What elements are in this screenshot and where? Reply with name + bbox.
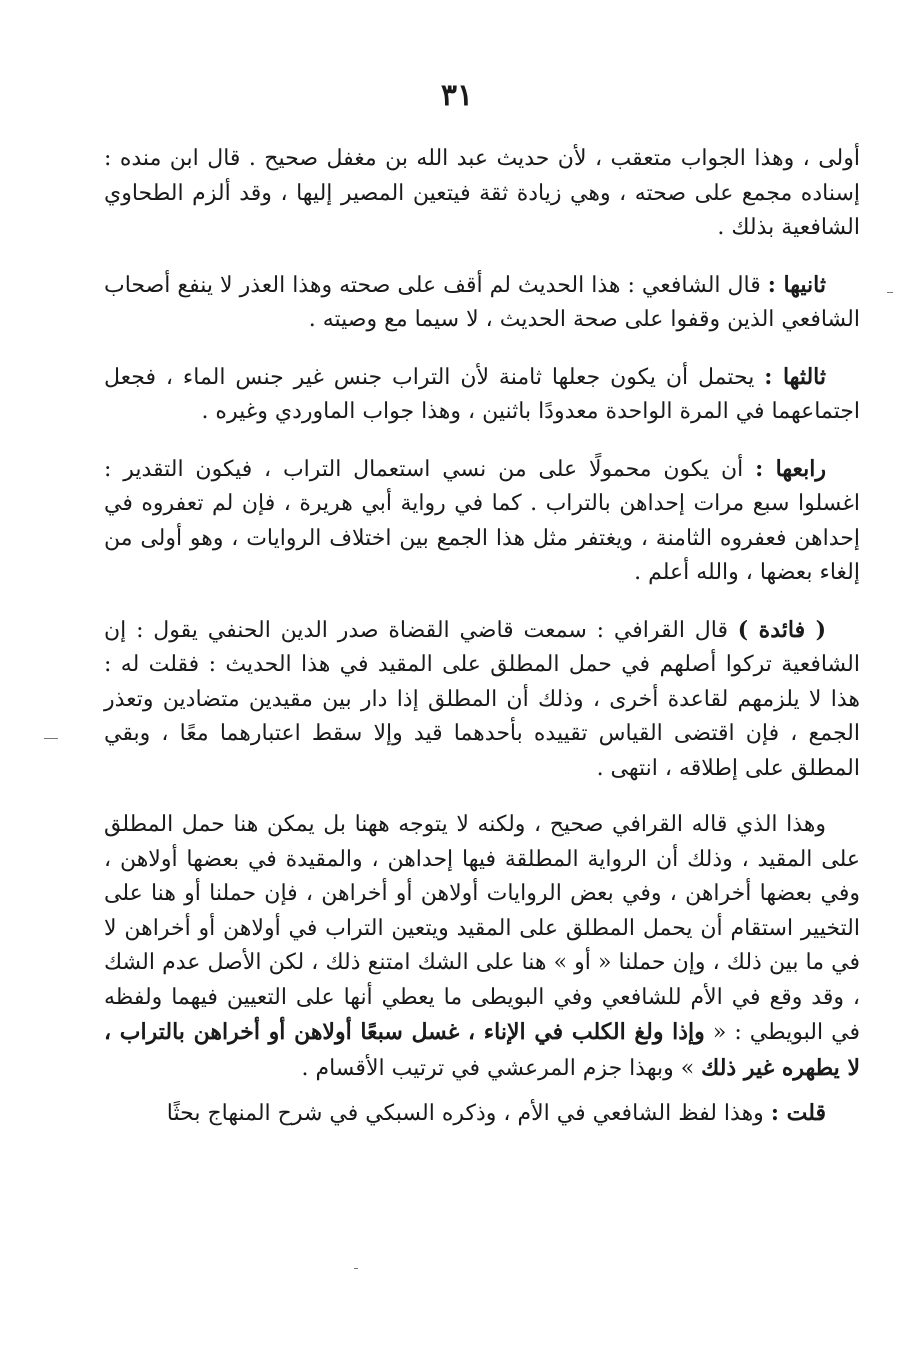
paragraph-5: [104, 613, 860, 787]
paragraph-text: أن يكون محمولًا على من نسي استعمال التراب ، فيكون التقدير : اغسلوا سبع مرات إحداهن بالتراب . كما في رواية أبي هريرة ، فإن لم تعفروه في إحداهن فعفروه الثامنة ، ويغتفر مثل هذا الجمع بين اختلاف الروايات ، وهو أولى من إلغاء بعضها ، والله أعلم .: [104, 456, 860, 585]
paragraph-text: وهذا لفظ الشافعي في الأم ، وذكره السبكي في شرح المنهاج بحثًا: [166, 1101, 771, 1126]
paragraph-7: [104, 1096, 860, 1132]
paragraph-2: [104, 268, 860, 338]
paragraph-text: قال الشافعي : هذا الحديث لم أقف على صحته وهذا العذر لا ينفع أصحاب الشافعي الذين وقفوا على صحة الحديث ، لا سيما مع وصيته .: [104, 272, 860, 332]
paragraph-lead: رابعها :: [755, 455, 826, 482]
paragraph-3: [104, 360, 860, 430]
paragraph-lead: ( فائدة ): [737, 616, 826, 643]
paragraph-text: قال القرافي : سمعت قاضي القضاة صدر الدين الحنفي يقول : إن الشافعية تركوا أصلهم في حمل المطلق على المقيد في هذا الحديث : فقلت له : هذا لا يلزمهم لقاعدة أخرى ، وذلك أن المطلق إذا دار بين مقيدين متضادين وتعذر الجمع ، فإن اقتضى القياس تقييده بأحدهما قيد وإلا سقط اعتبارهما معًا ، وبقي المطلق على إطلاقه ، انتهى .: [104, 617, 860, 781]
paragraph-4: [104, 452, 860, 591]
page-number: ٣١: [440, 78, 474, 113]
scan-mark: [44, 738, 58, 739]
paragraph-text: يحتمل أن يكون جعلها ثامنة لأن التراب جنس غير جنس الماء ، فجعل اجتماعهما في المرة الواحدة معدودًا باثنين ، وهذا جواب الماوردي وغيره .: [104, 364, 860, 424]
bold-quote: وإذا ولغ الكلب في الإناء ، غسل سبعًا أولاهن أو أخراهن بالتراب ، لا يطهره غير ذلك: [104, 1019, 860, 1081]
paragraph-lead: ثانيها :: [767, 271, 826, 298]
paragraph-6: [104, 808, 860, 1086]
paragraph-1: [104, 142, 860, 246]
paragraph-text: وهذا الذي قاله القرافي صحيح ، ولكنه لا يتوجه ههنا بل يمكن هنا حمل المطلق على المقيد ، وذلك أن الرواية المطلقة فيها إحداهن ، والمقيدة في بعضها أولاهن ، وفي بعضها أخراهن ، وفي بعض الروايات أولاهن أو أخراهن ، فإن حملنا أو هنا على التخيير استقام أن يحمل المطلق على المقيد ويتعين التراب في أولاهن أو أخراهن لا في ما بين ذلك ، وإن حملنا « أو » هنا على الشك امتنع ذلك ، لكن الأصل عدم الشك ، وقد وقع في الأم للشافعي وفي البويطى ما يعطي أنها على التعيين فيهما ولفظه في البويطي : «: [104, 812, 860, 1045]
paragraph-text: أولى ، وهذا الجواب متعقب ، لأن حديث عبد الله بن مغفل صحيح . قال ابن منده : إسناده مجمع على صحته ، وهي زيادة ثقة فيتعين المصير إليها ، وقد ألزم الطحاوي الشافعية بذلك .: [104, 146, 860, 240]
paragraph-text: » وبهذا جزم المرعشي في ترتيب الأقسام .: [301, 1055, 702, 1081]
paragraph-lead: ثالثها :: [764, 363, 826, 390]
paragraph-lead: قلت :: [770, 1100, 826, 1126]
scan-mark: [887, 292, 893, 293]
scan-mark: [354, 1268, 358, 1269]
body-text: [104, 142, 860, 1132]
